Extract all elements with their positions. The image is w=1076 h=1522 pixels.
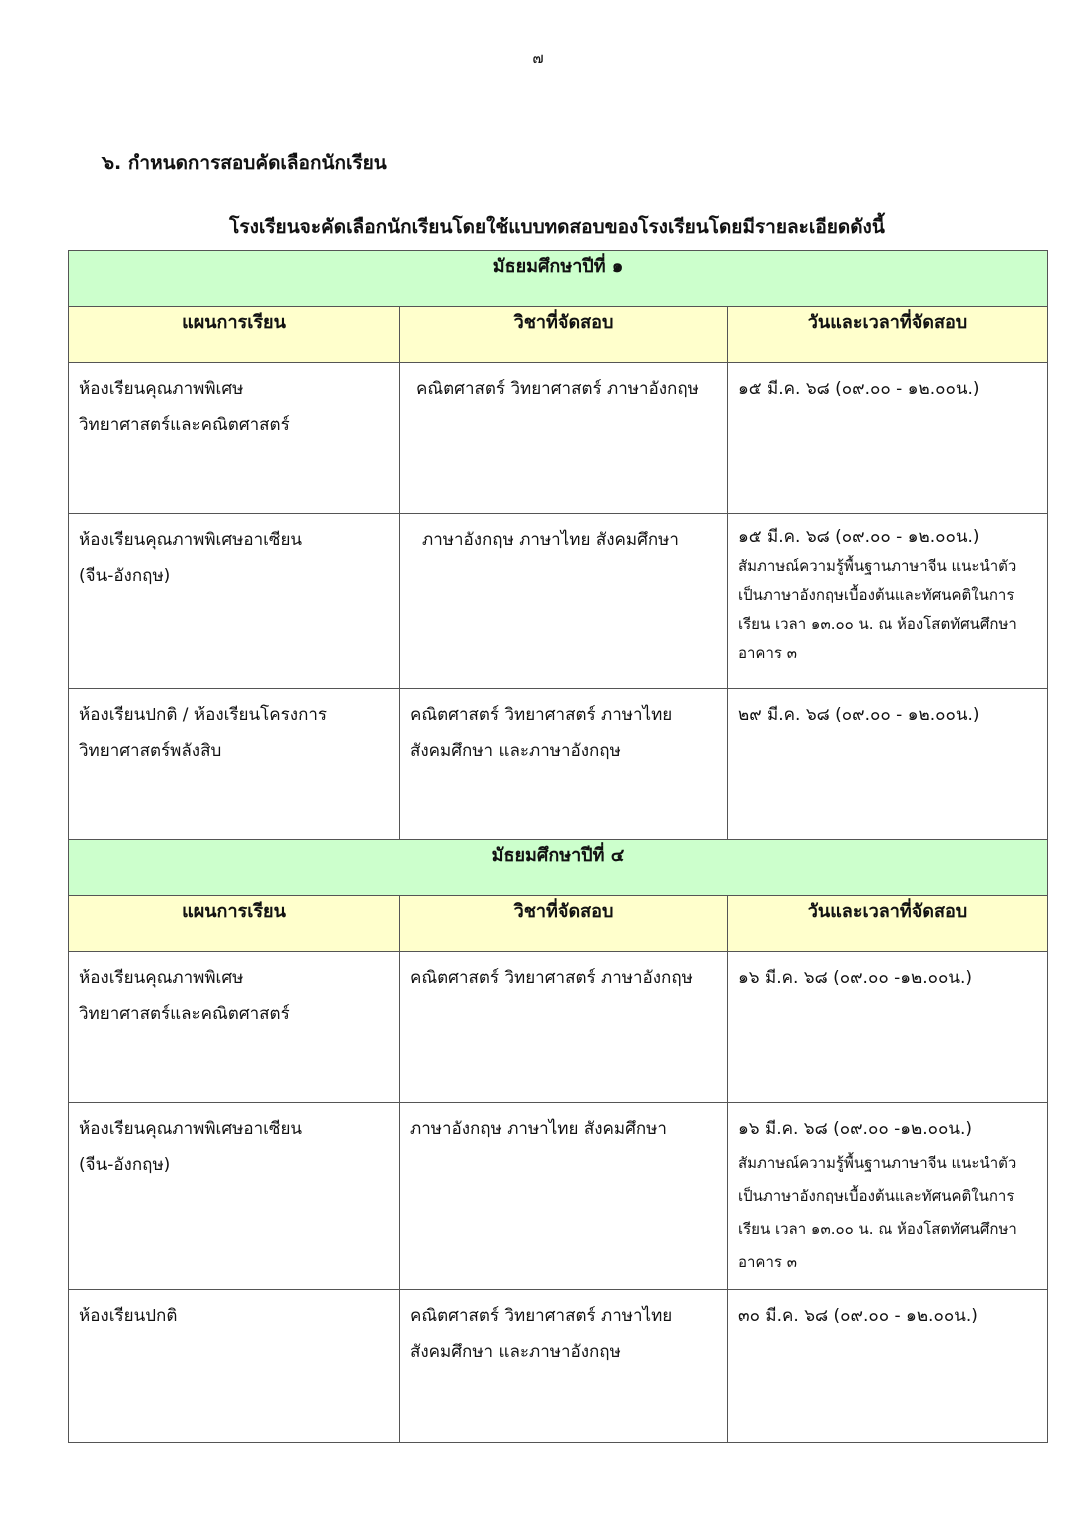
- datetime-cell: ๑๕ มี.ค. ๖๘ (๐๙.๐๐ - ๑๒.๐๐น.) สัมภาษณ์ความรู้พื้นฐานภาษาจีน แนะนำตัว เป็นภาษาอังกฤษเบื้องต้นและทัศนคติในการ เรียน เวลา ๑๓.๐๐ น. ณ ห้องโสตทัศนศึกษา อาคาร ๓: [728, 514, 1047, 668]
- subjects-cell: ภาษาอังกฤษ ภาษาไทย สังคมศึกษา: [422, 530, 679, 550]
- table-row: [69, 689, 1048, 840]
- grade-title: มัธยมศึกษาปีที่ ๑: [69, 251, 1048, 307]
- subjects-cell: คณิตศาสตร์ วิทยาศาสตร์ ภาษาไทย สังคมศึกษา และภาษาอังกฤษ: [410, 1306, 673, 1362]
- interview-note: สัมภาษณ์ความรู้พื้นฐานภาษาจีน แนะนำตัว เป็นภาษาอังกฤษเบื้องต้นและทัศนคติในการ เรียน เวลา ๑๓.๐๐ น. ณ ห้องโสตทัศนศึกษา อาคาร ๓: [738, 557, 1017, 662]
- header-plan: แผนการเรียน: [69, 896, 400, 952]
- header-plan: แผนการเรียน: [69, 307, 400, 363]
- grade-title: มัธยมศึกษาปีที่ ๔: [69, 840, 1048, 896]
- header-datetime: วันและเวลาที่จัดสอบ: [728, 896, 1048, 952]
- interview-note: สัมภาษณ์ความรู้พื้นฐานภาษาจีน แนะนำตัว เป็นภาษาอังกฤษเบื้องต้นและทัศนคติในการ เรียน เวลา ๑๓.๐๐ น. ณ ห้องโสตทัศนศึกษา อาคาร ๓: [738, 1154, 1017, 1271]
- header-datetime: วันและเวลาที่จัดสอบ: [728, 307, 1048, 363]
- datetime-cell: ๓๐ มี.ค. ๖๘ (๐๙.๐๐ - ๑๒.๐๐น.): [738, 1306, 978, 1326]
- datetime-cell: ๒๙ มี.ค. ๖๘ (๐๙.๐๐ - ๑๒.๐๐น.): [738, 705, 980, 725]
- subjects-cell: คณิตศาสตร์ วิทยาศาสตร์ ภาษาอังกฤษ: [416, 379, 699, 399]
- column-header-row: [69, 896, 1048, 952]
- table-row: [69, 1290, 1048, 1443]
- plan-cell: ห้องเรียนปกติ / ห้องเรียนโครงการ วิทยาศาสตร์พลังสิบ: [79, 705, 328, 761]
- table-row: [69, 514, 1048, 689]
- datetime-cell: ๑๕ มี.ค. ๖๘ (๐๙.๐๐ - ๑๒.๐๐น.): [738, 379, 980, 399]
- subjects-cell: คณิตศาสตร์ วิทยาศาสตร์ ภาษาไทย สังคมศึกษา และภาษาอังกฤษ: [410, 705, 673, 761]
- section-heading: ๖. กำหนดการสอบคัดเลือกนักเรียน: [102, 152, 387, 174]
- plan-cell: ห้องเรียนคุณภาพพิเศษอาเซียน (จีน-อังกฤษ): [79, 1119, 303, 1175]
- subjects-cell: ภาษาอังกฤษ ภาษาไทย สังคมศึกษา: [410, 1119, 667, 1139]
- page-number: ๗: [532, 49, 544, 67]
- datetime-cell: ๑๖ มี.ค. ๖๘ (๐๙.๐๐ -๑๒.๐๐น.): [738, 968, 973, 988]
- grade-header-m1: [69, 251, 1048, 307]
- datetime-cell: ๑๖ มี.ค. ๖๘ (๐๙.๐๐ -๑๒.๐๐น.) สัมภาษณ์ความรู้พื้นฐานภาษาจีน แนะนำตัว เป็นภาษาอังกฤษเบื้องต้นและทัศนคติในการ เรียน เวลา ๑๓.๐๐ น. ณ ห้องโสตทัศนศึกษา อาคาร ๓: [728, 1103, 1047, 1279]
- intro-text: โรงเรียนจะคัดเลือกนักเรียนโดยใช้แบบทดสอบของโรงเรียนโดยมีรายละเอียดดังนี้: [229, 216, 885, 238]
- plan-cell: ห้องเรียนคุณภาพพิเศษ วิทยาศาสตร์และคณิตศาสตร์: [79, 968, 290, 1024]
- subjects-cell: คณิตศาสตร์ วิทยาศาสตร์ ภาษาอังกฤษ: [410, 968, 693, 988]
- plan-cell: ห้องเรียนคุณภาพพิเศษ วิทยาศาสตร์และคณิตศาสตร์: [79, 379, 290, 435]
- table-row: [69, 952, 1048, 1103]
- plan-cell: ห้องเรียนคุณภาพพิเศษอาเซียน (จีน-อังกฤษ): [79, 530, 303, 586]
- grade-header-m4: [69, 840, 1048, 896]
- exam-schedule-table: [68, 250, 1048, 1443]
- table-row: [69, 1103, 1048, 1290]
- column-header-row: [69, 307, 1048, 363]
- header-subjects: วิชาที่จัดสอบ: [400, 896, 728, 952]
- plan-cell: ห้องเรียนปกติ: [79, 1306, 178, 1326]
- header-subjects: วิชาที่จัดสอบ: [400, 307, 728, 363]
- table-row: [69, 363, 1048, 514]
